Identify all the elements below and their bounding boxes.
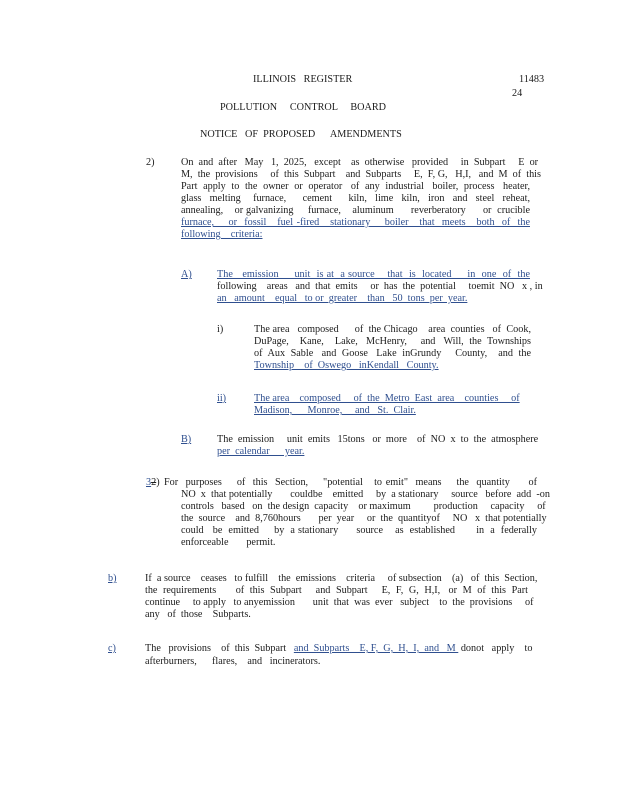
sub-i-line: The area composed of the Chicago area counties of Cook,	[254, 324, 531, 335]
sub-i-label: i)	[217, 324, 224, 335]
section-2-line: On and after May 1, 2025, except as otherwise provided in Subpart E or	[181, 157, 539, 168]
item-a-line: following areas and that emits or has the potential toemit NO x , in	[217, 281, 543, 292]
register-title: ILLINOIS REGISTER	[253, 74, 353, 85]
section-3-line: could be emitted by a stationary source as established in a federally	[181, 525, 537, 536]
sub-i-line: of Aux Sable and Goose Lake inGrundy County, and the	[254, 348, 531, 359]
sub-ii-text	[254, 393, 520, 417]
section-3-line: For purposes of this Section, "potential to emit" means the quantity of	[164, 477, 537, 488]
section-b-line: the requirements of this Subpart and Subpart E, F, G, H,I, or M of this Part	[145, 585, 528, 596]
section-b-line: continue to apply to anyemission unit that was ever subject to the provisions of	[145, 597, 534, 608]
item-b-label: B)	[181, 434, 192, 445]
section-c-line-1	[145, 643, 532, 655]
section-3-line: NO x that potentially couldbe emitted by a stationary source before add -on	[181, 489, 550, 500]
section-3-line: the source and 8,760hours per year or the quantityof NO x that potentially	[181, 513, 547, 524]
section-2-label: 2)	[146, 157, 155, 168]
section-b-text	[145, 573, 538, 621]
sub-i-line: DuPage, Kane, Lake, McHenry, and Will, the Townships	[254, 336, 531, 347]
section-2-line-inserted: furnace, or fossil fuel -fired stationary boiler that meets both of the	[181, 217, 530, 228]
sub-ii-line: Madison, Monroe, and St. Clair.	[254, 405, 416, 416]
section-b-label: b)	[108, 573, 117, 584]
section-c-text-inserted: and Subparts E, F, G, H, I, and M	[293, 643, 459, 654]
item-a-line: an amount equal to or greater than 50 tons per year.	[217, 293, 468, 304]
section-c-text-end: donot apply to	[458, 643, 533, 654]
sub-ii-label: ii)	[217, 393, 227, 404]
item-b-text	[217, 434, 539, 458]
board-title: POLLUTION CONTROL BOARD	[220, 102, 387, 113]
item-b-line: per calendar year.	[217, 446, 305, 457]
section-3-text-cont	[181, 489, 550, 549]
section-c-label: c)	[108, 643, 116, 654]
notice-title: NOTICE OF PROPOSED AMENDMENTS	[200, 129, 402, 140]
section-3-label-paren: )	[156, 477, 160, 488]
section-3-label	[146, 477, 160, 489]
section-c-line-2: afterburners, flares, and incinerators.	[145, 656, 321, 667]
section-2-text	[181, 157, 541, 241]
section-3-label-old: 2	[151, 477, 157, 488]
section-3-text	[164, 477, 537, 489]
item-a-text	[217, 269, 543, 305]
section-b-line: any of those Subparts.	[145, 609, 251, 620]
section-2-line: annealing, or galvanizing furnace, aluminum reverberatory or crucible	[181, 205, 530, 216]
sub-i-line: Township of Oswego inKendall County.	[254, 360, 439, 371]
section-2-line: glass melting furnace, cement kiln, lime kiln, iron and steel reheat,	[181, 193, 530, 204]
section-2-line: Part apply to the owner or operator of any industrial boiler, process heater,	[181, 181, 530, 192]
section-2-line: M, the provisions of this Subpart and Subparts E, F, G, H,I, and M of this	[181, 169, 541, 180]
sub-i-text	[254, 324, 531, 372]
item-a-line: The emission unit is at a source that is located in one of the	[217, 269, 530, 280]
section-b-line: If a source ceases to fulfill the emissions criteria of subsection (a) of this Section,	[145, 573, 538, 584]
section-3-label-new: 3	[146, 477, 152, 488]
section-3-line: enforceable permit.	[181, 537, 276, 548]
section-c-text-start: The provisions of this Subpart	[145, 643, 294, 654]
sub-ii-line: The area composed of the Metro East area counties of	[254, 393, 520, 404]
page-subnumber: 24	[512, 88, 523, 99]
item-a-label: A)	[181, 269, 192, 280]
section-2-line-inserted: following criteria:	[181, 229, 263, 240]
section-3-line: controls based on the design capacity or maximum production capacity of	[181, 501, 546, 512]
item-b-line: The emission unit emits 15tons or more of NO x to the atmosphere	[217, 434, 539, 445]
page-number: 11483	[519, 74, 545, 85]
